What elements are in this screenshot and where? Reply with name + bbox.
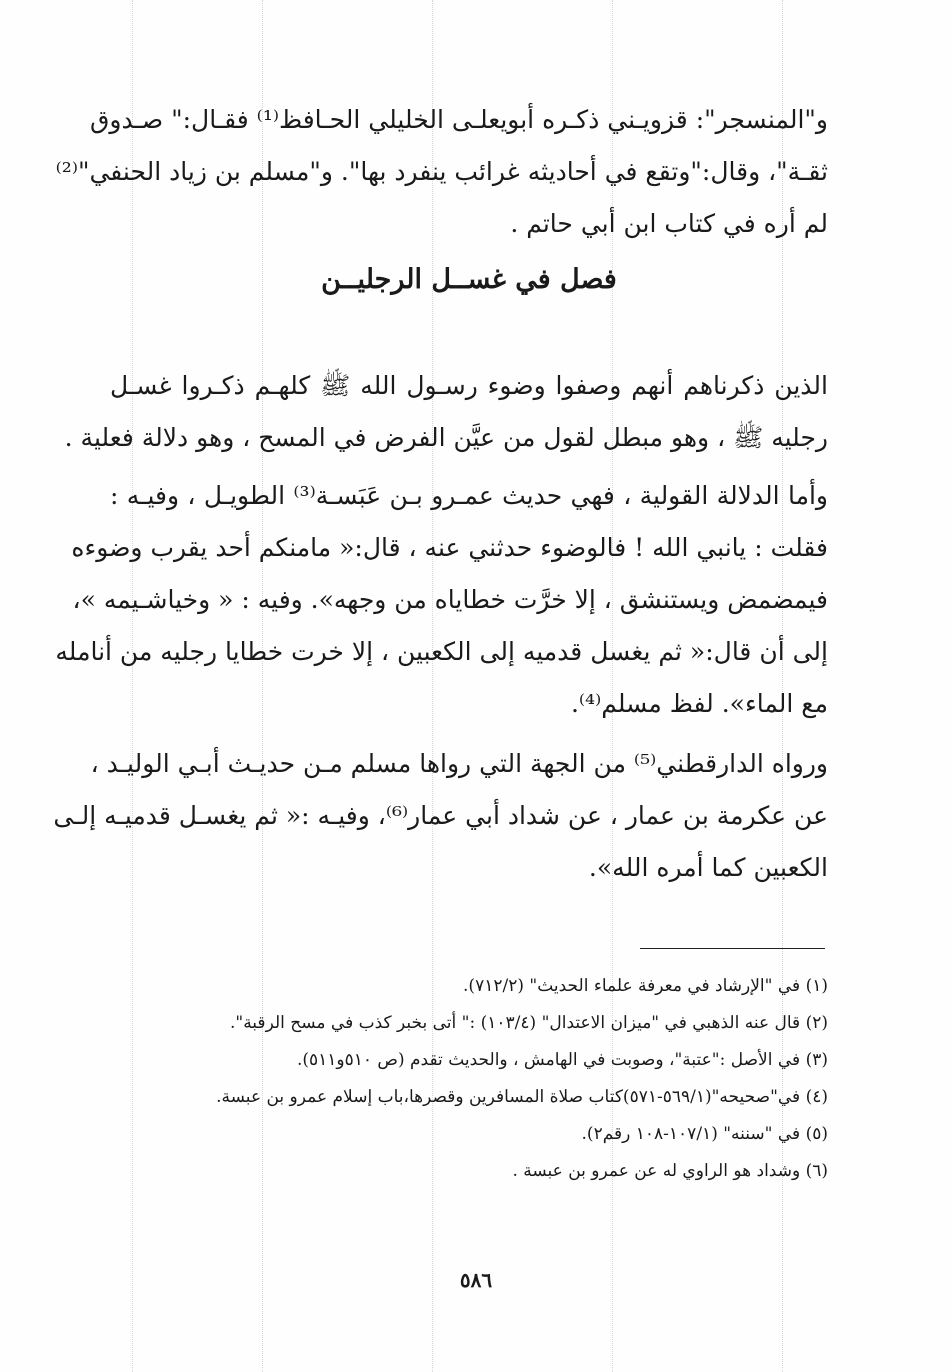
text-line: إلى أن قال:« ثم يغسل قدميه إلى الكعبين ، إلا خرت خطايا رجليه من أنامله <box>55 637 828 666</box>
footnote-3: (٣) في الأصل :"عتبة"، وصوبت في الهامش ، والحديث تقدم (ص ٥١٠و٥١١). <box>296 1050 828 1070</box>
footnote-4: (٤) في"صحيحه"(٥٦٩/١-٥٧١)كتاب صلاة المسافرين وقصرها،باب إسلام عمرو بن عبسة. <box>216 1087 828 1107</box>
paragraph-1 <box>55 94 828 250</box>
text-line: الكعبين كما أمره الله». <box>588 853 828 882</box>
text-line: لم أره في كتاب ابن أبي حاتم . <box>510 209 828 238</box>
footnote-6: (٦) وشداد هو الراوي له عن عمرو بن عبسة . <box>512 1161 828 1181</box>
text-line: ورواه الدارقطني⁽⁵⁾ من الجهة التي رواها مسلم مـن حديـث أبـي الوليـد ، <box>90 749 828 778</box>
text-line: فقلت : يانبي الله ! فالوضوء حدثني عنه ، قال:« مامنكم أحد يقرب وضوءه <box>71 533 828 562</box>
footnote-1: (١) في "الإرشاد في معرفة علماء الحديث" (٧١٢/٢). <box>463 976 828 996</box>
text-line: فيمضمض ويستنشق ، إلا خرَّت خطاياه من وجهه». وفيه : « وخياشـيمه »، <box>72 585 828 614</box>
paragraph-4 <box>53 738 828 894</box>
footnote-5: (٥) في "سننه" (١٠٧/١-١٠٨ رقم٢). <box>581 1124 828 1144</box>
text-line: مع الماء». لفظ مسلم⁽⁴⁾. <box>570 689 828 718</box>
text-line: الذين ذكرناهم أنهم وصفوا وضوء رسـول الله ﷺ كلهـم ذكـروا غسـل <box>110 371 828 400</box>
paragraph-2 <box>64 360 828 464</box>
text-line: رجليه ﷺ ، وهو مبطل لقول من عيَّن الفرض في المسح ، وهو دلالة فعلية . <box>64 423 828 452</box>
page-number: ٥٨٦ <box>459 1268 493 1292</box>
text-line: عن عكرمة بن عمار ، عن شداد أبي عمار⁽⁶⁾، وفيـه :« ثم يغسـل قدميـه إلـى <box>53 801 828 830</box>
text-line: و"المنسجر": قزويـني ذكـره أبويعلـى الخليلي الحـافظ⁽¹⁾ فقـال:" صـدوق <box>90 105 828 134</box>
text-line: وأما الدلالة القولية ، فهي حديث عمـرو بـن عَبَسـة⁽³⁾ الطويـل ، وفيـه : <box>110 481 828 510</box>
section-heading: فصل في غســل الرجليــن <box>321 264 617 295</box>
footnote-separator <box>640 948 825 949</box>
footnote-2: (٢) قال عنه الذهبي في "ميزان الاعتدال" (١٠٣/٤) :" أتى بخبر كذب في مسح الرقبة". <box>229 1013 828 1033</box>
footnotes <box>110 968 828 1190</box>
paragraph-3 <box>55 470 828 730</box>
text-line: ثقـة"، وقال:"وتقع في أحاديثه غرائب ينفرد بها". و"مسلم بن زياد الحنفي"⁽²⁾ <box>55 157 828 186</box>
